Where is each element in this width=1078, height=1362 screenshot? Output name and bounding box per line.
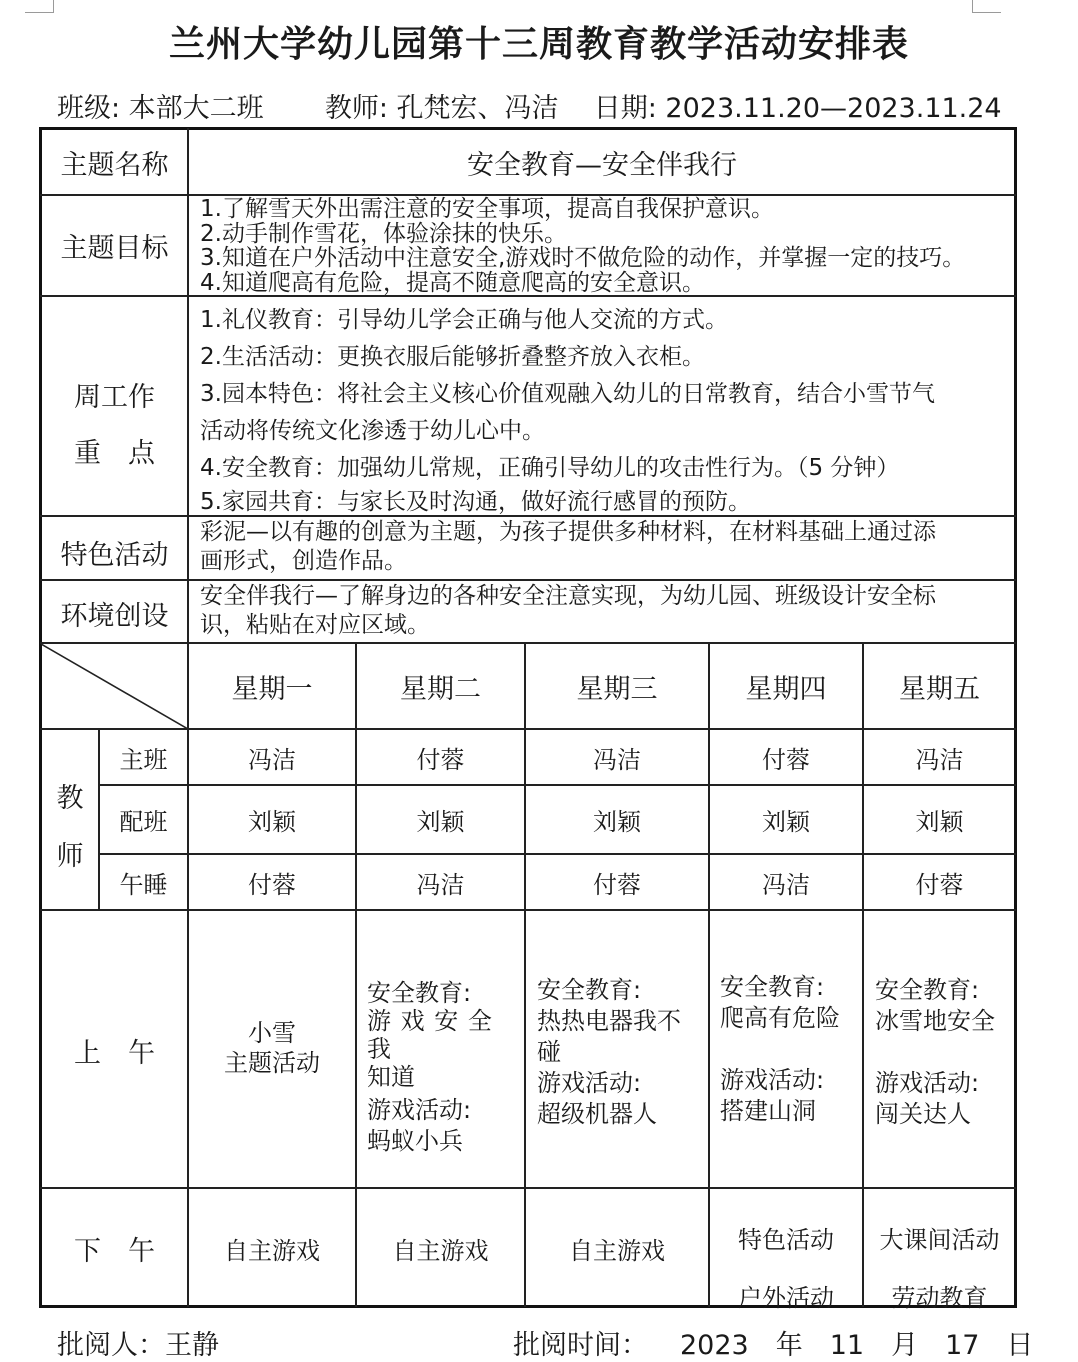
page-corner-mark-left <box>25 0 54 13</box>
duty-cell: 刘颖 <box>593 808 641 836</box>
environment-line: 安全伴我行—了解身边的各种安全注意实现，为幼儿园、班级设计安全标 <box>200 583 936 609</box>
afternoon-line: 劳动教育 <box>891 1284 988 1312</box>
morning-cell-fri <box>875 975 1015 1130</box>
afternoon-cell: 自主游戏 <box>224 1236 320 1265</box>
page-corner-mark-right <box>972 0 1001 13</box>
weekly-focus-item: 活动将传统文化渗透于幼儿心中。 <box>200 418 545 444</box>
afternoon-line: 户外活动 <box>738 1284 834 1312</box>
diagonal-header-line <box>41 644 188 729</box>
environment-label: 环境创设 <box>60 600 169 632</box>
morning-line: 蚂蚁小兵 <box>367 1127 463 1155</box>
afternoon-cell <box>864 1211 1015 1327</box>
weekly-focus-label-line: 周工作 <box>74 382 155 413</box>
teachers-info: 教师: 孔梵宏、冯洁 <box>324 93 559 124</box>
special-activity-text <box>200 518 1015 576</box>
duty-cell: 付蓉 <box>248 870 296 899</box>
theme-goal-item: 1.了解雪天外出需注意的安全事项，提高自我保护意识。 <box>200 196 774 222</box>
afternoon-cell <box>710 1211 862 1327</box>
theme-goal-item: 2.动手制作雪花，体验涂抹的快乐。 <box>200 220 567 247</box>
special-activity-line: 画形式，创造作品。 <box>200 548 407 574</box>
theme-name-label: 主题名称 <box>60 149 169 181</box>
morning-line <box>875 1037 1015 1068</box>
morning-line: 搭建山洞 <box>720 1097 816 1125</box>
class-info: 班级: 本部大二班 <box>57 93 264 124</box>
page-title: 兰州大学幼儿园第十三周教育教学活动安排表 <box>168 24 909 65</box>
special-activity-line: 彩泥—以有趣的创意为主题，为孩子提供多种材料，在材料基础上通过添 <box>200 519 936 545</box>
environment-line: 识，粘贴在对应区域。 <box>200 612 430 638</box>
morning-line: 知道 <box>367 1063 415 1091</box>
review-time-label: 批阅时间： <box>513 1330 648 1361</box>
weekly-focus-item: 2.生活活动：更换衣服后能够折叠整齐放入衣柜。 <box>200 344 705 370</box>
duty-cell: 冯洁 <box>593 745 641 774</box>
theme-name-value: 安全教育—安全伴我行 <box>467 149 737 181</box>
morning-line: 安全教育: <box>367 979 472 1007</box>
duty-cell: 冯洁 <box>248 745 296 774</box>
duty-cell: 刘颖 <box>416 808 465 836</box>
weekly-focus-list <box>200 305 1015 517</box>
morning-line <box>720 1034 860 1065</box>
duty-cell: 冯洁 <box>416 870 465 899</box>
reviewer: 批阅人：王静 <box>57 1330 219 1361</box>
duty-cell: 刘颖 <box>248 808 296 836</box>
theme-goal-label: 主题目标 <box>60 233 169 264</box>
afternoon-line: 大课间活动 <box>879 1226 1000 1254</box>
duty-cell: 冯洁 <box>915 745 964 774</box>
morning-line: 游 戏 安 全 我 <box>367 1007 493 1063</box>
review-time: 2023 年 11 月 17 日 <box>680 1330 1034 1361</box>
day-header: 星期一 <box>231 673 313 705</box>
duty-cell: 付蓉 <box>416 745 465 774</box>
morning-line: 安全教育: <box>875 976 980 1004</box>
weekly-focus-item: 4.安全教育：加强幼儿常规，正确引导幼儿的攻击性行为。（5 分钟） <box>200 455 900 481</box>
theme-goal-item: 4.知道爬高有危险，提高不随意爬高的安全意识。 <box>200 269 705 296</box>
morning-cell-wed <box>537 975 705 1130</box>
duty-cell: 冯洁 <box>762 870 810 899</box>
environment-text <box>200 582 1015 640</box>
duty-cell: 刘颖 <box>762 808 810 836</box>
morning-line: 爬高有危险 <box>720 1004 840 1032</box>
day-header: 星期五 <box>899 673 980 705</box>
morning-line: 游戏活动: <box>875 1069 980 1097</box>
teacher-group-label-char: 师 <box>56 841 84 872</box>
morning-line: 游戏活动: <box>720 1066 825 1094</box>
weekly-focus-item: 1.礼仪教育：引导幼儿学会正确与他人交流的方式。 <box>200 307 728 333</box>
theme-goal-item: 3.知道在户外活动中注意安全,游戏时不做危险的动作，并掌握一定的技巧。 <box>200 245 966 271</box>
morning-line: 超级机器人 <box>537 1100 657 1128</box>
morning-label: 上 午 <box>74 1037 155 1069</box>
morning-line: 热热电器我不 <box>537 1007 681 1035</box>
duty-cell: 付蓉 <box>762 745 810 774</box>
theme-goals <box>200 197 1015 295</box>
morning-line: 主题活动 <box>224 1049 320 1077</box>
duty-cell: 刘颖 <box>915 808 964 836</box>
morning-cell-mon <box>189 1018 355 1078</box>
afternoon-line: 特色活动 <box>738 1226 834 1254</box>
afternoon-label: 下 午 <box>74 1235 155 1267</box>
morning-cell-tue <box>367 979 519 1155</box>
morning-line: 冰雪地安全 <box>875 1007 995 1035</box>
day-header: 星期三 <box>576 673 658 705</box>
morning-line: 游戏活动: <box>537 1069 642 1097</box>
teacher-group-label <box>42 770 98 886</box>
teacher-group-label-char: 教 <box>56 783 84 814</box>
morning-line: 安全教育: <box>537 976 642 1004</box>
duty-cell: 付蓉 <box>915 870 964 899</box>
special-activity-label: 特色活动 <box>60 540 169 571</box>
weekly-focus-label <box>42 370 187 482</box>
day-header: 星期二 <box>400 673 481 705</box>
morning-line: 游戏活动: <box>367 1096 472 1124</box>
date-info: 日期: 2023.11.20—2023.11.24 <box>593 93 1002 124</box>
duty-label: 午睡 <box>119 870 168 899</box>
morning-line: 安全教育: <box>720 973 825 1001</box>
duty-label: 主班 <box>119 745 168 774</box>
info-line <box>57 86 1006 125</box>
weekly-focus-item: 5.家园共育：与家长及时沟通，做好流行感冒的预防。 <box>200 489 751 515</box>
afternoon-cell: 自主游戏 <box>392 1236 489 1265</box>
day-header: 星期四 <box>745 673 827 705</box>
morning-line: 小雪 <box>248 1019 296 1047</box>
weekly-focus-item: 3.园本特色：将社会主义核心价值观融入幼儿的日常教育，结合小雪节气 <box>200 381 935 407</box>
morning-line: 碰 <box>537 1038 561 1066</box>
morning-line: 闯关达人 <box>875 1100 971 1128</box>
duty-label: 配班 <box>119 808 168 836</box>
morning-cell-thu <box>720 972 860 1127</box>
afternoon-cell: 自主游戏 <box>569 1236 665 1265</box>
duty-cell: 付蓉 <box>593 870 641 899</box>
weekly-focus-label-line: 重 点 <box>74 438 155 469</box>
